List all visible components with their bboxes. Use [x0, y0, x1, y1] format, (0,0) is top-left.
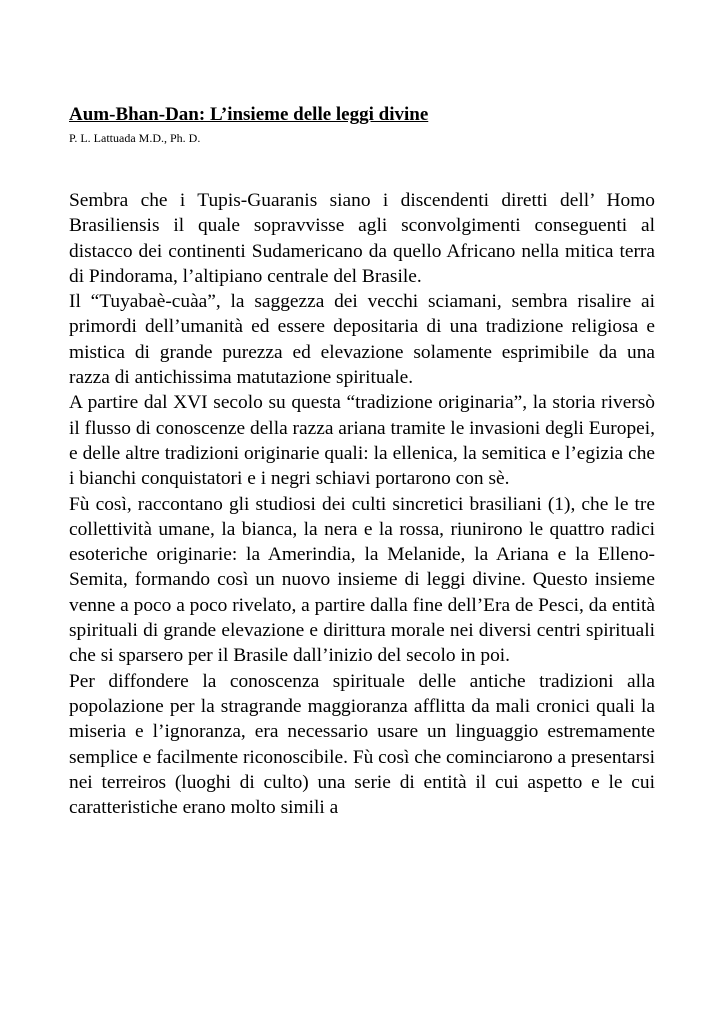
document-body — [69, 188, 655, 820]
paragraph: Il “Tuyabaè-cuàa”, la saggezza dei vecchi sciamani, sembra risalire ai primordi dell’umanità ed essere depositaria di una tradizione religiosa e mistica di grande purezza ed elevazione solamente esprimibile da una razza di antichissima matutazione spirituale. — [69, 291, 655, 389]
paragraph: Sembra che i Tupis-Guaranis siano i discendenti diretti dell’ Homo Brasiliensis il quale sopravvisse agli sconvolgimenti conseguenti al distacco dei continenti Sudamericano da quello Africano nella mitica terra di Pindorama, l’altipiano centrale del Brasile. — [69, 190, 655, 287]
document-page — [69, 102, 655, 820]
paragraph: A partire dal XVI secolo su questa “tradizione originaria”, la storia riversò il flusso di conoscenze della razza ariana tramite le invasioni degli Europei, e delle altre tradizioni originarie quali: la ellenica, la semitica e l’egizia che i bianchi conquistatori e i negri schiavi portarono con sè. — [69, 392, 655, 490]
paragraph: Per diffondere la conoscenza spirituale delle antiche tradizioni alla popolazione per la stragrande maggioranza afflitta da mali cronici quali la miseria e l’ignoranza, era necessario usare un linguaggio estremamente semplice e facilmente riconoscibile. Fù così che cominciarono a presentarsi nei terreiros (luoghi di culto) una serie di entità il cui aspetto e le cui caratteristiche erano molto simili a — [69, 670, 655, 819]
document-author: P. L. Lattuada M.D., Ph. D. — [69, 131, 201, 145]
paragraph: Fù così, raccontano gli studiosi dei culti sincretici brasiliani (1), che le tre collettività umane, la bianca, la nera e la rossa, riunirono le quattro radici esoteriche originarie: la Amerindia, la Melanide, la Ariana e la Elleno-Semita, formando così un nuovo insieme di leggi divine. Questo insieme venne a poco a poco rivelato, a partire dalla fine dell’Era de Pesci, da entità spirituali di grande elevazione e dirittura morale nei diversi centri spirituali che si sparsero per il Brasile dall’inizio del secolo in poi. — [69, 493, 655, 667]
document-title: Aum-Bhan-Dan: L’insieme delle leggi divine — [69, 104, 429, 125]
